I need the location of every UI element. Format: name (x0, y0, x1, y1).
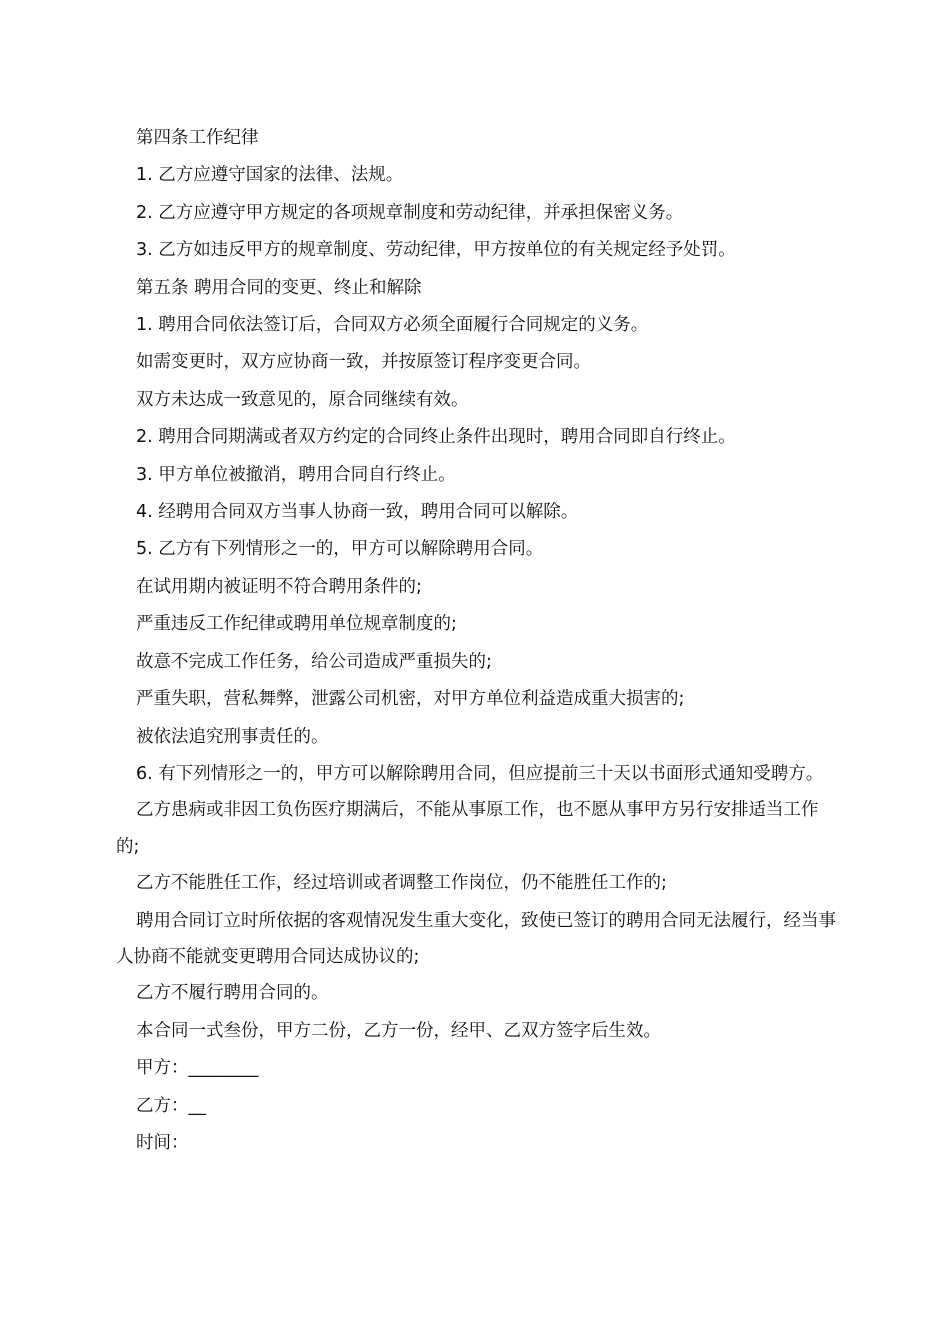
paragraph: 2. 聘用合同期满或者双方约定的合同终止条件出现时，聘用合同即自行终止。 (136, 427, 736, 448)
paragraph: 聘用合同订立时所依据的客观情况发生重大变化，致使已签订的聘用合同无法履行，经当事人协商不能就变更聘用合同达成协议的; (116, 910, 836, 967)
party-b-signature-line: 乙方：__ (136, 1095, 206, 1116)
paragraph: 1. 聘用合同依法签订后，合同双方必须全面履行合同规定的义务。 (136, 315, 649, 336)
paragraph: 5. 乙方有下列情形之一的，甲方可以解除聘用合同。 (136, 539, 544, 560)
paragraph: 4. 经聘用合同双方当事人协商一致，聘用合同可以解除。 (136, 502, 579, 523)
paragraph: 1. 乙方应遵守国家的法律、法规。 (136, 165, 404, 186)
paragraph: 本合同一式叁份，甲方二份，乙方一份，经甲、乙双方签字后生效。 (136, 1020, 661, 1041)
paragraph: 2. 乙方应遵守甲方规定的各项规章制度和劳动纪律，并承担保密义务。 (136, 202, 684, 223)
paragraph: 乙方不能胜任工作，经过培训或者调整工作岗位，仍不能胜任工作的; (136, 873, 667, 894)
paragraph: 在试用期内被证明不符合聘用条件的; (136, 576, 422, 597)
date-line: 时间： (136, 1132, 189, 1153)
paragraph: 3. 乙方如违反甲方的规章制度、劳动纪律，甲方按单位的有关规定经予处罚。 (136, 240, 736, 261)
article-5-heading: 第五条 聘用合同的变更、终止和解除 (136, 277, 422, 298)
document-body (116, 120, 840, 1162)
paragraph: 6. 有下列情形之一的，甲方可以解除聘用合同，但应提前三十天以书面形式通知受聘方。 (136, 763, 824, 784)
paragraph: 3. 甲方单位被撤消，聘用合同自行终止。 (136, 464, 456, 485)
paragraph: 双方未达成一致意见的，原合同继续有效。 (136, 389, 469, 410)
paragraph: 严重违反工作纪律或聘用单位规章制度的; (136, 614, 457, 635)
party-a-signature-line: 甲方：________ (136, 1058, 259, 1079)
paragraph: 故意不完成工作任务，给公司造成严重损失的; (136, 651, 492, 672)
paragraph: 乙方患病或非因工负伤医疗期满后，不能从事原工作，也不愿从事甲方另行安排适当工作的; (116, 800, 819, 857)
article-4-heading: 第四条工作纪律 (136, 128, 259, 148)
paragraph: 乙方不履行聘用合同的。 (136, 983, 329, 1004)
paragraph: 严重失职，营私舞弊，泄露公司机密，对甲方单位利益造成重大损害的; (136, 689, 685, 710)
paragraph: 被依法追究刑事责任的。 (136, 726, 329, 747)
paragraph: 如需变更时，双方应协商一致，并按原签订程序变更合同。 (136, 352, 591, 373)
